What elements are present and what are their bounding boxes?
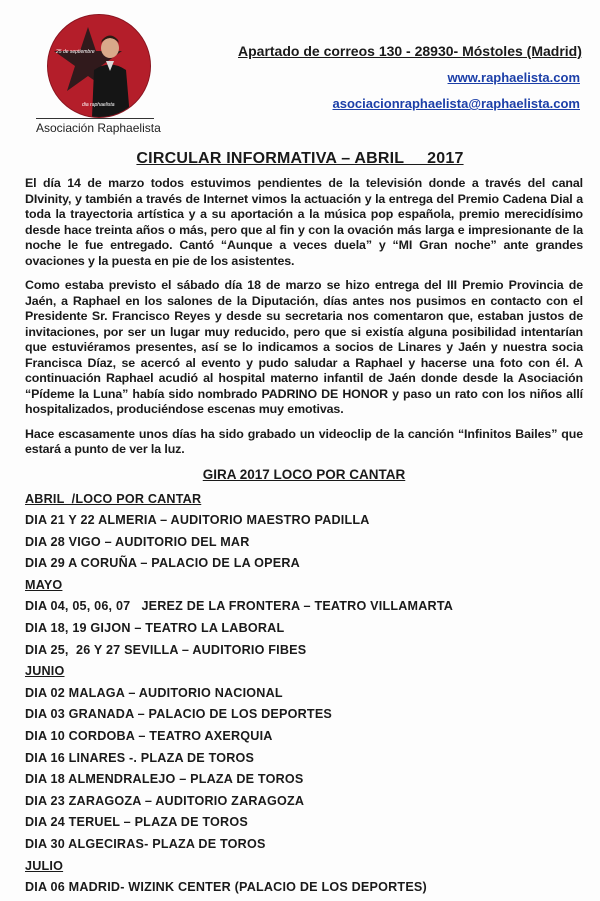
paragraph-videoclip: Hace escasamente unos días ha sido grabado un videoclip de la canción “Infinitos Bailes” que estará a punto de ver la luz. bbox=[25, 426, 583, 456]
tour-date-item: DIA 29 A CORUÑA – PALACIO DE LA OPERA bbox=[25, 556, 300, 571]
paragraph-cadena-dial: El día 14 de marzo todos estuvimos pendientes de la televisión donde a través del canal DIvinity, y también a través de Internet vimos la actuación y la entrega del Premio Cadena Dial a toda la trayectoria artística y a su aportación a la música pop española, premio merecidísimo desde hace treinta años o más, pero que al fin y con la ovación más larga e impresionante de la noche le fue entregado. Cantó “Aunque a veces duela” y “MI Gran noche” ante grandes ovaciones y la puesta en pie de los asistentes. bbox=[25, 176, 583, 268]
logo-date-text: 25 de septiembre bbox=[56, 49, 95, 55]
tour-date-item: DIA 16 LINARES -. PLAZA DE TOROS bbox=[25, 750, 255, 765]
tour-date-item: DIA 30 ALGECIRAS- PLAZA DE TOROS bbox=[25, 837, 266, 851]
tour-date-item: DIA 18 ALMENDRALEJO – PLAZA DE TOROS bbox=[25, 772, 304, 787]
tour-month-heading: ABRIL /LOCO POR CANTAR bbox=[25, 491, 202, 506]
tour-date-item: DIA 25, 26 Y 27 SEVILLA – AUDITORIO FIBES bbox=[25, 642, 307, 657]
document-title: CIRCULAR INFORMATIVA – ABRIL 2017 bbox=[136, 150, 464, 167]
email-link[interactable]: asociacionraphaelista@raphaelista.com bbox=[332, 96, 580, 111]
tour-month-heading: JULIO bbox=[25, 858, 64, 873]
website-link[interactable]: www.raphaelista.com bbox=[447, 70, 580, 85]
tour-dates-list bbox=[25, 490, 583, 900]
tour-date-item: DIA 06 MADRID- WIZINK CENTER (PALACIO DE LOS DEPORTES) bbox=[25, 880, 427, 895]
association-logo bbox=[47, 14, 151, 118]
org-name-rule bbox=[36, 118, 154, 119]
postal-address: Apartado de correos 130 - 28930- Móstoles (Madrid) bbox=[238, 43, 582, 59]
tour-date-item: DIA 24 TERUEL – PLAZA DE TOROS bbox=[25, 815, 248, 830]
tour-date-item: DIA 28 VIGO – AUDITORIO DEL MAR bbox=[25, 534, 250, 549]
tour-date-item: DIA 23 ZARAGOZA – AUDITORIO ZARAGOZA bbox=[25, 793, 305, 808]
org-name: Asociación Raphaelista bbox=[36, 121, 161, 135]
logo-caption: dia raphaelista bbox=[82, 102, 115, 108]
tour-date-item: DIA 18, 19 GIJON – TEATRO LA LABORAL bbox=[25, 621, 285, 636]
tour-date-item: DIA 10 CORDOBA – TEATRO AXERQUIA bbox=[25, 729, 273, 744]
tour-month-heading: JUNIO bbox=[25, 664, 65, 679]
tour-date-item: DIA 02 MALAGA – AUDITORIO NACIONAL bbox=[25, 685, 283, 700]
document-body bbox=[25, 176, 583, 900]
tour-date-item: DIA 03 GRANADA – PALACIO DE LOS DEPORTES bbox=[25, 707, 333, 722]
tour-month-heading: MAYO bbox=[25, 577, 63, 592]
tour-date-item: DIA 21 Y 22 ALMERIA – AUDITORIO MAESTRO PADILLA bbox=[25, 513, 370, 528]
paragraph-premio-jaen: Como estaba previsto el sábado día 18 de marzo se hizo entrega del III Premio Provincia de Jaén, a Raphael en los salones de la Diputación, días antes nos pusimos en contacto con el Presidente Sr. Francisco Reyes y desde su secretaria nos comentaron que, estaban justos de invitaciones, por ser un lugar muy reducido, pero que si existía alguna posibilidad intentarían que estuviéramos presentes, así se lo indicamos a socios de Linares y Jaén y nuestra socia Francisca Díaz, se acercó al evento y pudo saludar a Raphael y hacerse una foto con él. A continuación Raphael acudió al hospital materno infantil de Jaén donde desde la Asociación “Pídeme la Luna” había sido nombrado PADRINO DE HONOR y paso un rato con los niños allí hospitalizados, produciéndose escenas muy emotivas. bbox=[25, 278, 583, 416]
tour-date-item: DIA 04, 05, 06, 07 JEREZ DE LA FRONTERA – TEATRO VILLAMARTA bbox=[25, 599, 454, 614]
tour-title: GIRA 2017 LOCO POR CANTAR bbox=[202, 466, 406, 482]
